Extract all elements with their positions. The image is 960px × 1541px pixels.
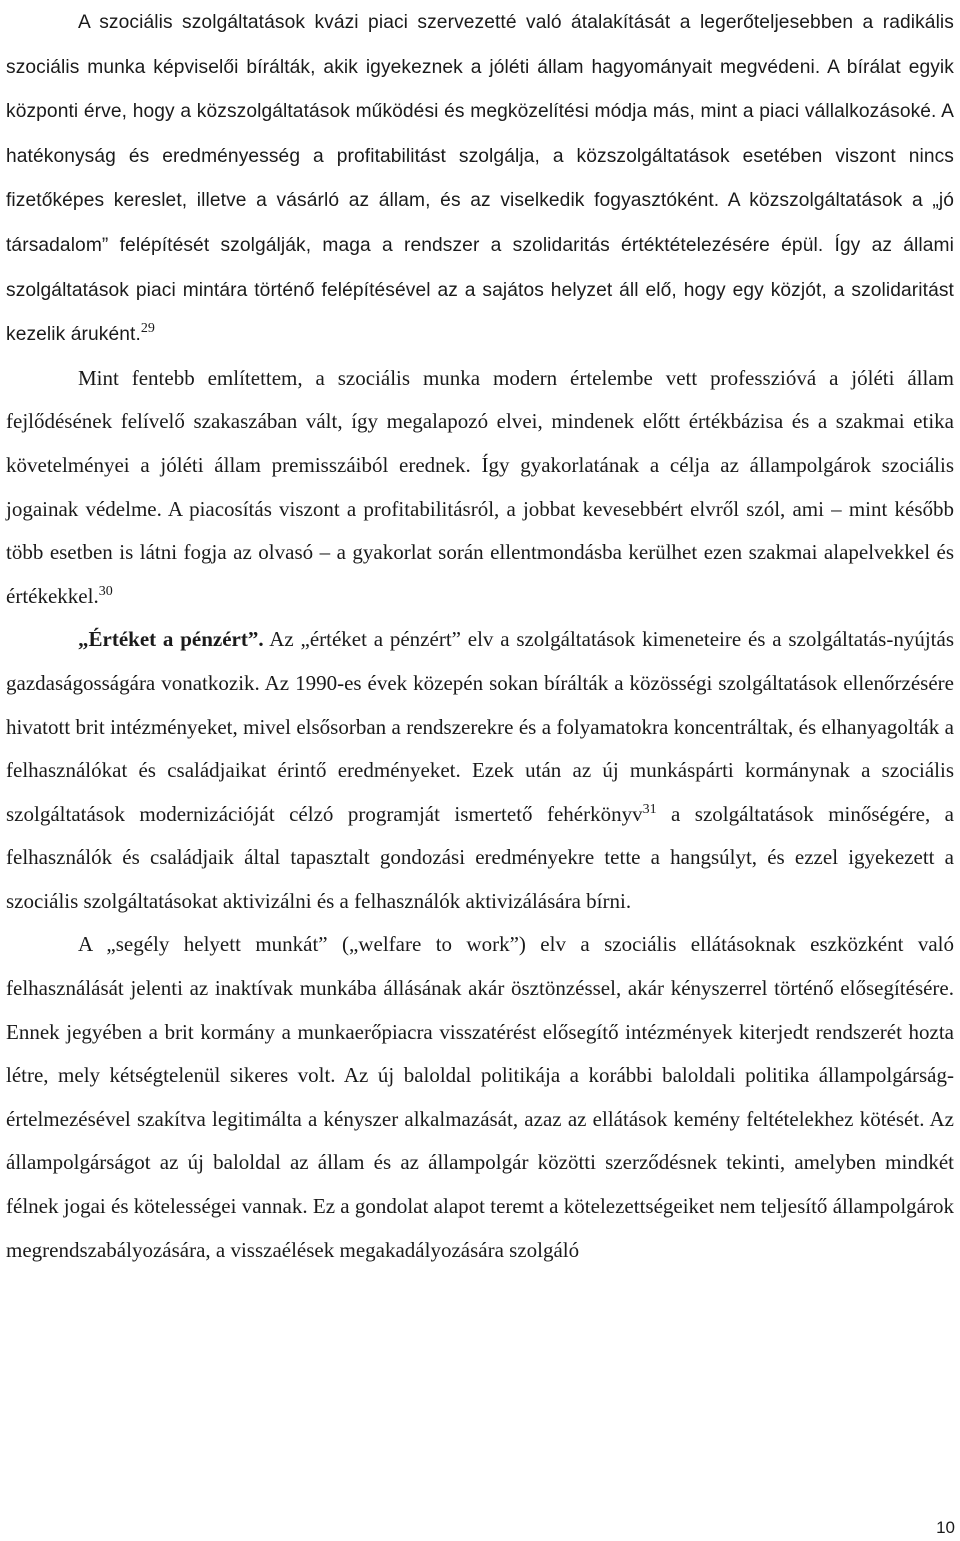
footnote-ref: 31 xyxy=(642,801,657,817)
text-segment: A szociális szolgáltatások kvázi piaci szervezetté való átalakítását a legerőteljesebben a radikális szociális munka képviselői bírálták, akik igyekeznek a jóléti állam hagyományait megvédeni. A bírálat egyik központi érve, hogy a közszolgáltatások működési és megközelítési módja más, mint a piaci vállalkozásoké. xyxy=(6,12,954,123)
footnote-ref: 29 xyxy=(140,321,155,337)
paragraph xyxy=(6,618,954,923)
paragraph xyxy=(6,0,954,357)
paragraph xyxy=(6,357,954,619)
page-number: 10 xyxy=(936,1518,955,1537)
footnote-ref: 30 xyxy=(98,583,113,599)
body-text xyxy=(6,0,954,1272)
text-segment: a szolgáltatások minőségére, a felhasználók és családjaik által tapasztalt gondozási eredményekre tette a hangsúlyt, és ezzel igyekezett a szociális szolgáltatásokat aktivizálni és a felhasználók aktivizálására bírni. xyxy=(6,801,954,913)
paragraph xyxy=(6,923,954,1272)
text-segment: Az „értéket a pénzért” elv a szolgáltatások kimeneteire és a szolgáltatás-nyújtás gazdaságosságára vonatkozik. Az 1990-es évek közepén sokan bírálták a közösségi szolgáltatások ellenőrzésére hivatott brit intézményeket, mivel elsősorban a rendszerekre és a folyamatokra koncentráltak, és elhanyagolták a felhasználókat és családjaikat érintő eredményeket. Ezek után az új munkáspárti kormánynak a szociális szolgáltatások modernizációját célzó programját ismertető fehérkönyv xyxy=(6,627,954,826)
text-segment: A hatékonyság és eredményesség a profitabilitást szolgálja, a közszolgáltatások esetében viszont nincs fizetőképes kereslet, illetve a vásárló az állam, és az viselkedik fogyasztóként. A közszolgáltatások a „jó társadalom” felépítését szolgálják, maga a rendszer a szolidaritás értéktételezésére épül. Így az állami szolgáltatások piaci mintára történő felépítésével az a sajátos helyzet áll elő, hogy egy közjót, a szolidaritást kezelik áruként. xyxy=(6,101,954,346)
text-segment: A „segély helyett munkát” („welfare to work”) elv a szociális ellátásoknak eszközként való felhasználását jelenti az inaktívak munkába állásának akár ösztönzéssel, akár kényszerrel történő elősegítésére. Ennek jegyében a brit kormány a munkaerőpiacra visszatérést elősegítő intézmények kiterjedt rendszerét hozta létre, mely kétségtelenül sikeres volt. Az új baloldal politikája a korábbi baloldali politika állampolgárság-értelmezésével szakítva legitimálta a kényszer alkalmazását, azaz az ellátások kemény feltételekhez kötését. Az állampolgárságot az új baloldal az állam és az állampolgár közötti szerződésnek tekinti, amelyben mindkét félnek jogai és kötelességei vannak. Ez a gondolat alapot teremt a kötelezettségeiket nem teljesítő állampolgárok megrendszabályozására, a visszaélések megakadályozására szolgáló xyxy=(6,932,954,1262)
text-segment: Mint fentebb említettem, a szociális munka modern értelembe vett professzióvá a jóléti állam fejlődésének felívelő szakaszában vált, így megalapozó elvei, mindenek előtt értékbázisa és a szakmai etika követelményei a jóléti állam premisszáiból erednek. Így gyakorlatának a célja az állampolgárok szociális jogainak védelme. A piacosítás viszont a profitabilitásról, a jobbat kevesebbért elvről szól, ami – mint később több esetben is látni fogja az olvasó – a gyakorlat során ellentmondásba kerülhet ezen szakmai alapelvekkel és értékekkel. xyxy=(6,365,954,608)
section-heading-inline: „Értéket a pénzért”. xyxy=(78,627,264,652)
